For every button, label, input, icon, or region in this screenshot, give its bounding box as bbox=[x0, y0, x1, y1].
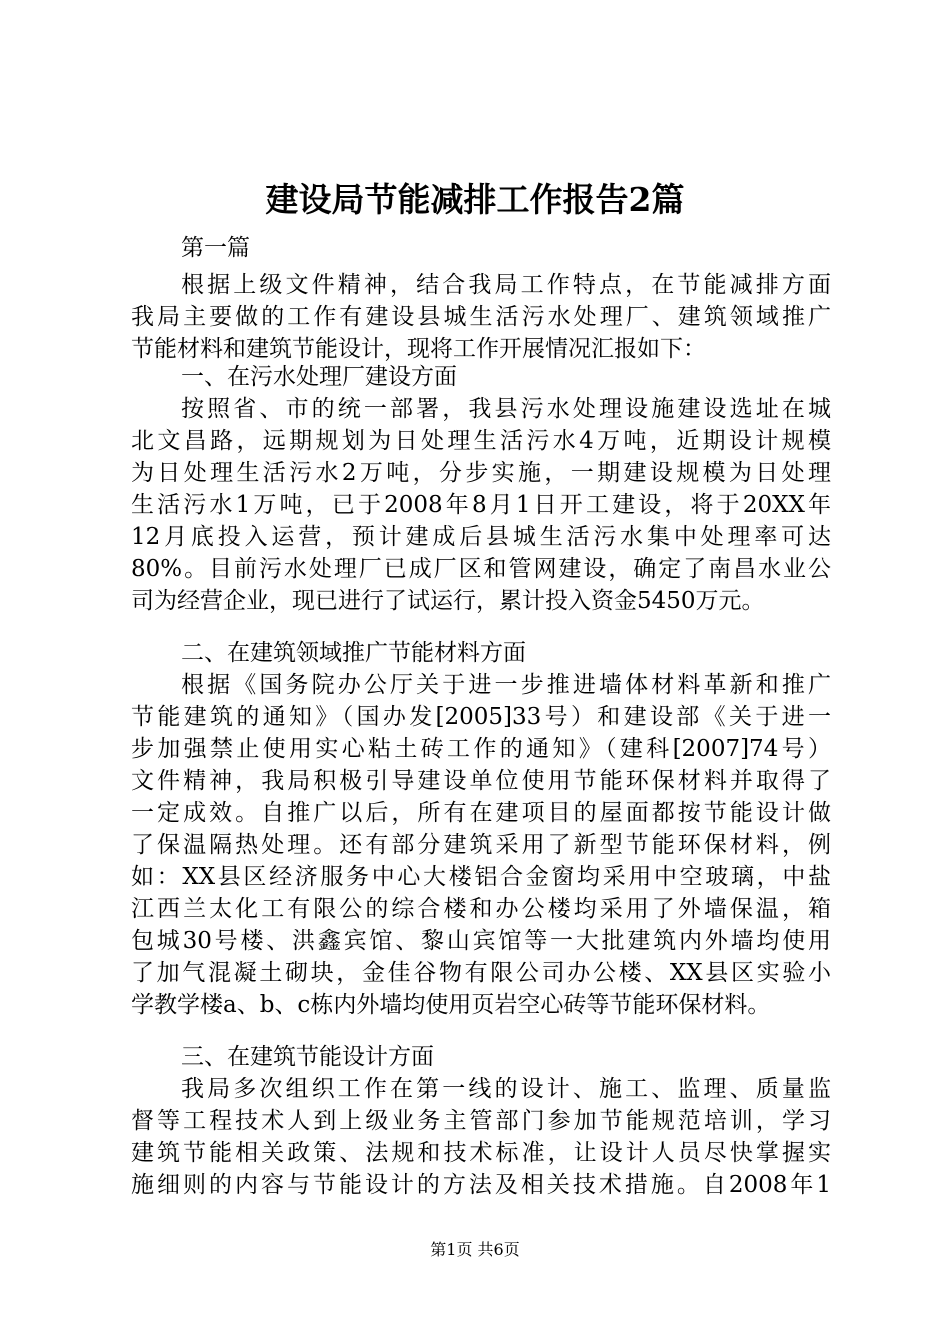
paragraph-line: 督等工程技术人到上级业务主管部门参加节能规范培训，学习 bbox=[131, 1108, 831, 1134]
paragraph-line: 施细则的内容与节能设计的方法及相关技术措施。自2008年1 bbox=[131, 1172, 831, 1198]
paragraph-line: 生活污水1万吨，已于2008年8月1日开工建设，将于20XX年 bbox=[131, 492, 831, 518]
page-number: 第1页 共6页 bbox=[430, 1240, 520, 1259]
paragraph-line: 学教学楼a、b、c栋内外墙均使用页岩空心砖等节能环保材料。 bbox=[131, 992, 771, 1018]
paragraph-line: 包城30号楼、洪鑫宾馆、黎山宾馆等一大批建筑内外墙均使用 bbox=[131, 928, 831, 954]
part-heading: 第一篇 bbox=[181, 235, 250, 261]
paragraph-line: 了保温隔热处理。还有部分建筑采用了新型节能环保材料，例 bbox=[131, 832, 831, 858]
paragraph-line: 建筑节能相关政策、法规和技术标准，让设计人员尽快掌握实 bbox=[131, 1140, 831, 1166]
paragraph-line: 12月底投入运营，预计建成后县城生活污水集中处理率可达 bbox=[131, 524, 831, 550]
paragraph-line: 我局多次组织工作在第一线的设计、施工、监理、质量监 bbox=[181, 1076, 831, 1102]
paragraph-line: 按照省、市的统一部署，我县污水处理设施建设选址在城 bbox=[181, 396, 831, 422]
paragraph-line: 节能建筑的通知》（国办发[2005]33号）和建设部《关于进一 bbox=[131, 704, 831, 730]
paragraph-line: 一定成效。自推广以后，所有在建项目的屋面都按节能设计做 bbox=[131, 800, 831, 826]
document-title: 建设局节能减排工作报告2篇 bbox=[265, 180, 685, 219]
section-heading: 二、在建筑领域推广节能材料方面 bbox=[181, 640, 526, 666]
section-heading: 一、在污水处理厂建设方面 bbox=[181, 364, 457, 390]
paragraph-line: 我局主要做的工作有建设县城生活污水处理厂、建筑领域推广 bbox=[131, 304, 831, 330]
paragraph-line: 司为经营企业，现已进行了试运行，累计投入资金5450万元。 bbox=[131, 588, 765, 614]
paragraph-line: 节能材料和建筑节能设计，现将工作开展情况汇报如下： bbox=[131, 336, 706, 362]
paragraph-line: 根据《国务院办公厅关于进一步推进墙体材料革新和推广 bbox=[181, 672, 831, 698]
paragraph-line: 80%。目前污水处理厂已成厂区和管网建设，确定了南昌水业公 bbox=[131, 556, 831, 582]
paragraph-line: 北文昌路，远期规划为日处理生活污水4万吨，近期设计规模 bbox=[131, 428, 831, 454]
paragraph-line: 步加强禁止使用实心粘土砖工作的通知》（建科[2007]74号） bbox=[131, 736, 831, 762]
paragraph-line: 了加气混凝土砌块，金佳谷物有限公司办公楼、XX县区实验小 bbox=[131, 960, 831, 986]
section-heading: 三、在建筑节能设计方面 bbox=[181, 1044, 434, 1070]
paragraph-line: 江西兰太化工有限公的综合楼和办公楼均采用了外墙保温，箱 bbox=[131, 896, 831, 922]
paragraph-line: 为日处理生活污水2万吨，分步实施，一期建设规模为日处理 bbox=[131, 460, 831, 486]
paragraph-line: 根据上级文件精神，结合我局工作特点，在节能减排方面 bbox=[181, 272, 831, 298]
paragraph-line: 如：XX县区经济服务中心大楼铝合金窗均采用中空玻璃，中盐 bbox=[131, 864, 831, 890]
paragraph-line: 文件精神，我局积极引导建设单位使用节能环保材料并取得了 bbox=[131, 768, 831, 794]
